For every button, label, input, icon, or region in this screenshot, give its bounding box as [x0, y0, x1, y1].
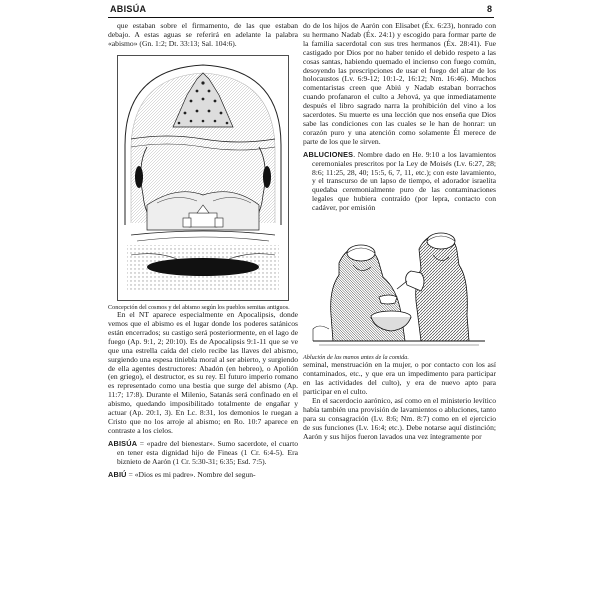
entry-abluciones	[303, 151, 496, 213]
running-header	[108, 3, 494, 18]
abiu-continued-paragraph: do de los hijos de Aarón con Elisabet (Éx. 6:23), honrado con su hermano Nadab (Éx. 24:1) y escogido para formar parte de la familia sacerdotal con sus tres hermanos (Éx. 28:41). Fue castigado por Dios por no haber tenido el debido respeto a las cosas santas, habiendo quemado el incienso con fuego común, desoyendo las prescripciones de usar el fuego del altar de los holocaustos (Lv. 6:9-12; 10:1-2, 16:12; Nm. 16:46). Muchos comentaristas creen que Abiú y Nadab estaban borrachos cuando profanaron el culto a Jehová, ya que inmediatamente después el libro sagrado narra la prohibición del vino a los sacerdotes. Su muerte es una lección que nos enseña que Dios sabe las condiciones con las cuales se le han de honrar: un corazón puro y una atención como solamente Él merece de parte de los que le sirven.	[303, 21, 496, 146]
cosmos-illustration	[117, 55, 289, 301]
intro-paragraph: que estaban sobre el firmamento, de las que estaban debajo. A estas aguas se referirá en adelante la palabra «abismo» (Gn. 1:2; Dt. 33:13; Sal. 104:6).	[108, 21, 298, 48]
abluciones-continuation: seminal, menstruación en la mujer, o por contacto con los así contaminados, etc., y que era un impedimento para participar en las actividades del culto), y era de nuevo apto para participar en el culto.	[303, 360, 496, 397]
entry-text-abluciones: . Nombre dado en He. 9:10 a los lavamientos ceremoniales prescritos por la Ley de Moisés (Lv. 6:27, 28; 8:6; 11:25, 28, 40; 15:5, 6, 7, 11, etc.); con este lavamiento, y el transcurso de un lapso de tiempo, el adorador israelita quedaba ceremonialmente puro de las contaminaciones legales que hubiera contraído (por lepra, contacto con cadáver, por emisión	[312, 149, 496, 213]
left-column	[108, 22, 298, 479]
entry-term-abluciones: ABLUCIONES	[303, 149, 354, 159]
entry-abiu	[108, 471, 298, 480]
nt-paragraph: En el NT aparece especialmente en Apocalipsis, donde vemos que el abismo es el lugar donde los poderes satánicos están encerrados; su castigo será posteriormente, en el lago de fuego (Ap. 9:1, 2; 20:10). Es de Apocalipsis 9:1-11 que se ve que una estrella caída del cielo recibe las llaves del abismo, surgiendo una espesa tiniebla moral al ser abierto, y surgiendo de ella agentes destructores: Abadón (en hebreo), o Apolión (en griego), el destructor, es su rey. El futuro imperio romano es representado como una bestia que surge del abismo (Ap. 11:7; 17:8). Durante el Milenio, Satanás será confinado en el abismo, quedando imposibilitado totalmente de engañar y actuar (Ap. 20:1, 3). En Lc. 8:31, los demonios le ruegan a Cristo que no los arroje al abismo; en Ro. 10:7 aparece en contraste a los cielos.	[108, 310, 298, 435]
cosmos-figure-caption: Concepción del cosmos y del abismo según los pueblos semitas antiguos.	[108, 303, 290, 311]
sacerdocio-paragraph: En el sacerdocio aarónico, así como en el ministerio levítico había también una provisión de lavamientos o abluciones, tanto para su consagración (Lv. 8:6; Nm. 8:7) como en el ejercicio de sus funciones (Lv. 16:4; etc.). Debe notarse aquí distinción; Aarón y sus hijos fueron lavados una vez íntegramente por	[303, 396, 496, 441]
header-title: ABISÚA	[110, 4, 147, 14]
page-number: 8	[486, 4, 492, 14]
entry-text-abiu: = «Dios es mi padre». Nombre del segun-	[126, 469, 256, 479]
right-column	[303, 22, 496, 442]
ablution-illustration	[309, 219, 489, 351]
entry-text-abisua: = «padre del bienestar». Sumo sacerdote, el cuarto en tener esta dignidad hijo de Fineas (1 Cr. 6:4-5). Era biznieto de Aarón (1 Cr. 5:30-31; 6:35; Esd. 7:5).	[117, 438, 298, 466]
entry-term-abisua: ABISÚA	[108, 438, 138, 448]
entry-abisua	[108, 440, 298, 467]
cosmos-engraving	[117, 55, 289, 301]
ablution-figure-caption: Ablución de las manos antes de la comida.	[303, 354, 409, 362]
entry-term-abiu: ABIÚ	[108, 469, 127, 479]
ablution-engraving	[309, 219, 489, 351]
